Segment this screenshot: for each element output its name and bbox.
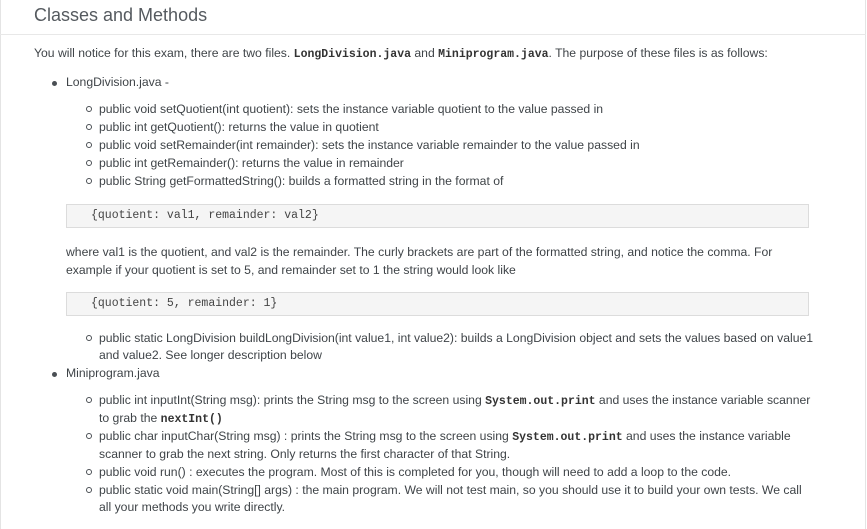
circle-bullet-icon xyxy=(86,124,92,130)
circle-bullet-icon xyxy=(86,469,92,475)
file-name-miniprogram: Miniprogram.java xyxy=(438,48,549,61)
circle-bullet-icon xyxy=(86,142,92,148)
method-text xyxy=(99,392,814,428)
input-char-post: and uses the instance variable scanner to grab the next string. Only returns the first character of that String. xyxy=(99,429,791,461)
miniprogram-label: Miniprogram.java xyxy=(66,366,160,380)
longdivision-label: LongDivision.java - xyxy=(66,75,169,89)
method-text: public String getFormattedString(): builds a formatted string in the format of xyxy=(99,174,504,188)
method-text: public void run() : executes the program. Most of this is completed for you, though will need to add a loop to the code. xyxy=(99,465,732,479)
circle-bullet-icon xyxy=(86,487,92,493)
intro-text-pre: You will notice for this exam, there are two files. xyxy=(34,46,294,60)
circle-bullet-icon xyxy=(86,335,92,341)
method-text xyxy=(99,428,814,463)
circle-bullet-icon xyxy=(86,160,92,166)
file-name-longdivision: LongDivision.java xyxy=(293,48,411,61)
circle-bullet-icon xyxy=(86,178,92,184)
method-text: public void setQuotient(int quotient): sets the instance variable quotient to the value passed in xyxy=(99,102,604,116)
method-text: public int getQuotient(): returns the value in quotient xyxy=(99,120,379,134)
circle-bullet-icon xyxy=(86,106,92,112)
code-block-format: {quotient: val1, remainder: val2} xyxy=(66,204,809,228)
page-title: Classes and Methods xyxy=(34,5,208,25)
input-int-pre: public int inputInt(String msg): prints the String msg to the screen using xyxy=(99,393,486,407)
code-system-out-print: System.out.print xyxy=(485,395,596,408)
input-char-pre: public char inputChar(String msg) : prints the String msg to the screen using xyxy=(99,429,513,443)
method-text: public int getRemainder(): returns the value in remainder xyxy=(99,156,404,170)
intro-paragraph xyxy=(34,46,768,61)
intro-text-and: and xyxy=(411,46,439,60)
circle-bullet-icon xyxy=(86,433,92,439)
method-text: public void setRemainder(int remainder): sets the instance variable remainder to the value passed in xyxy=(99,138,640,152)
title-divider xyxy=(0,34,866,35)
input-int-mid: and uses the instance variable scanner to grab the xyxy=(99,393,811,425)
code-next-int: nextInt() xyxy=(160,413,223,426)
intro-text-post: . The purpose of these files is as follows: xyxy=(548,46,768,60)
bullet-icon xyxy=(52,81,57,86)
explanation-paragraph: where val1 is the quotient, and val2 is the remainder. The curly brackets are part of the formatted string, and notice the comma. For example if your quotient is set to 5, and remainder set to 1 the string would look like xyxy=(66,245,773,277)
bullet-icon xyxy=(52,372,57,377)
code-system-out-print: System.out.print xyxy=(512,431,623,444)
code-block-example: {quotient: 5, remainder: 1} xyxy=(66,292,809,316)
circle-bullet-icon xyxy=(86,397,92,403)
method-text: public static void main(String[] args) : the main program. We will not test main, so you should use it to build your own tests. We call all your methods you write directly. xyxy=(99,483,802,514)
method-text: public static LongDivision buildLongDivision(int value1, int value2): builds a LongDivision object and sets the values based on value1 and value2. See longer description below xyxy=(99,331,814,362)
